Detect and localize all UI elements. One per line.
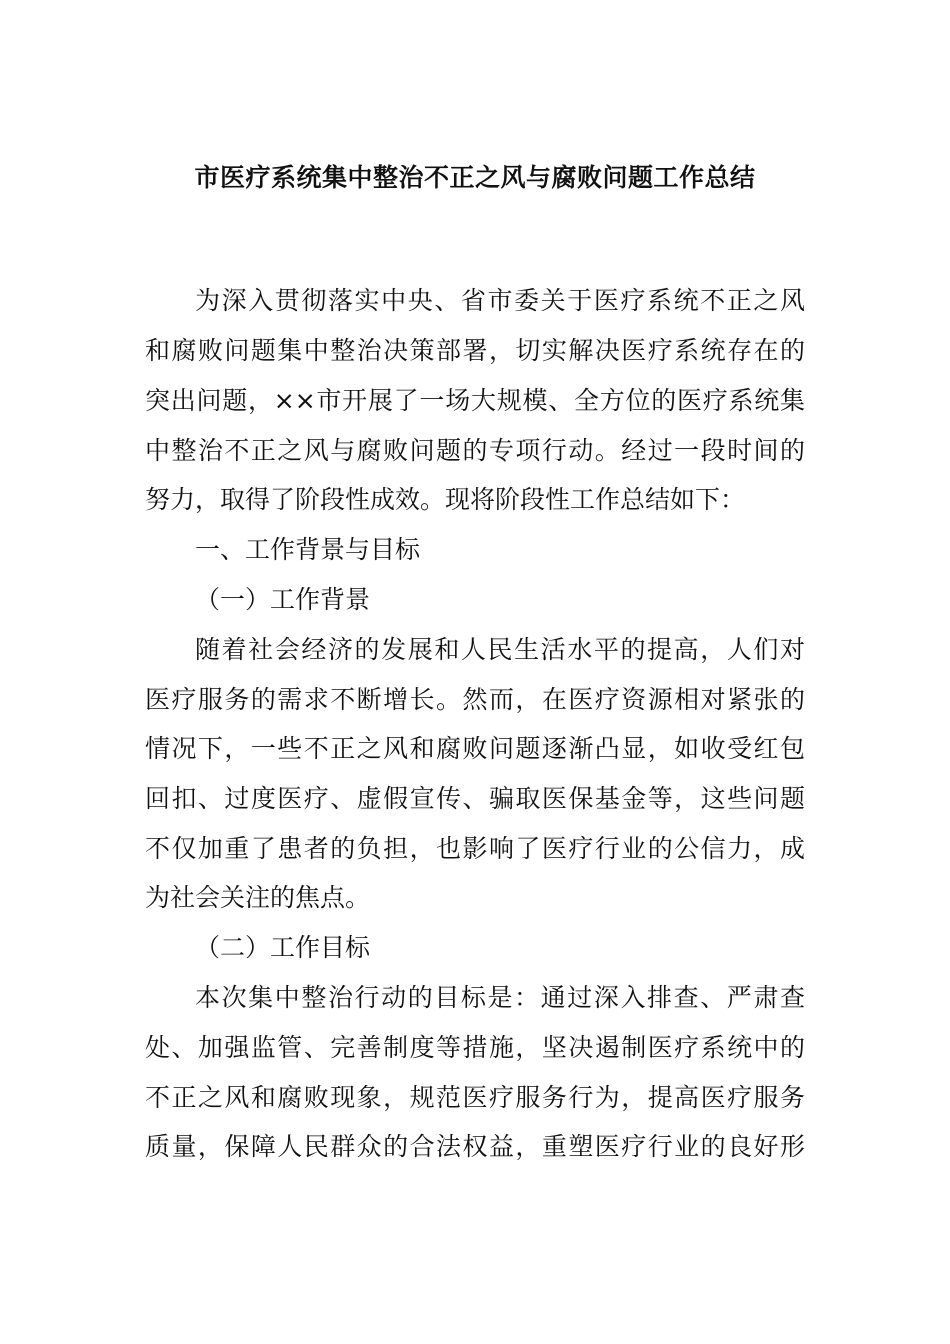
paragraph-line: 回扣、过度医疗、虚假宣传、骗取医保基金等，这些问题	[145, 784, 805, 813]
paragraph-line: 本次集中整治行动的目标是：通过深入排查、严肃查	[195, 983, 805, 1012]
paragraph-line: 为社会关注的焦点。	[145, 883, 371, 912]
paragraph-line: 质量，保障人民群众的合法权益，重塑医疗行业的良好形	[145, 1132, 805, 1161]
paragraph-line: 不仅加重了患者的负担，也影响了医疗行业的公信力，成	[145, 834, 805, 863]
paragraph-line: 医疗服务的需求不断增长。然而，在医疗资源相对紧张的	[145, 685, 805, 714]
paragraph-line: 不正之风和腐败现象，规范医疗服务行为，提高医疗服务	[145, 1083, 805, 1112]
paragraph-line: 为深入贯彻落实中央、省市委关于医疗系统不正之风	[195, 286, 805, 315]
paragraph-line: 突出问题，××市开展了一场大规模、全方位的医疗系统集	[145, 386, 805, 415]
subsection-heading: （一）工作背景	[195, 585, 371, 614]
paragraph-line: 随着社会经济的发展和人民生活水平的提高，人们对	[195, 635, 805, 664]
document-title: 市医疗系统集中整治不正之风与腐败问题工作总结	[194, 163, 756, 192]
paragraph-line: 和腐败问题集中整治决策部署，切实解决医疗系统存在的	[145, 336, 805, 365]
subsection-heading: （二）工作目标	[195, 933, 371, 962]
paragraph-line: 处、加强监管、完善制度等措施，坚决遏制医疗系统中的	[145, 1033, 805, 1062]
paragraph-line: 情况下，一些不正之风和腐败问题逐渐凸显，如收受红包	[145, 734, 805, 763]
section-heading: 一、工作背景与目标	[195, 535, 421, 564]
paragraph-line: 中整治不正之风与腐败问题的专项行动。经过一段时间的	[145, 436, 805, 465]
paragraph-line: 努力，取得了阶段性成效。现将阶段性工作总结如下：	[145, 485, 746, 514]
